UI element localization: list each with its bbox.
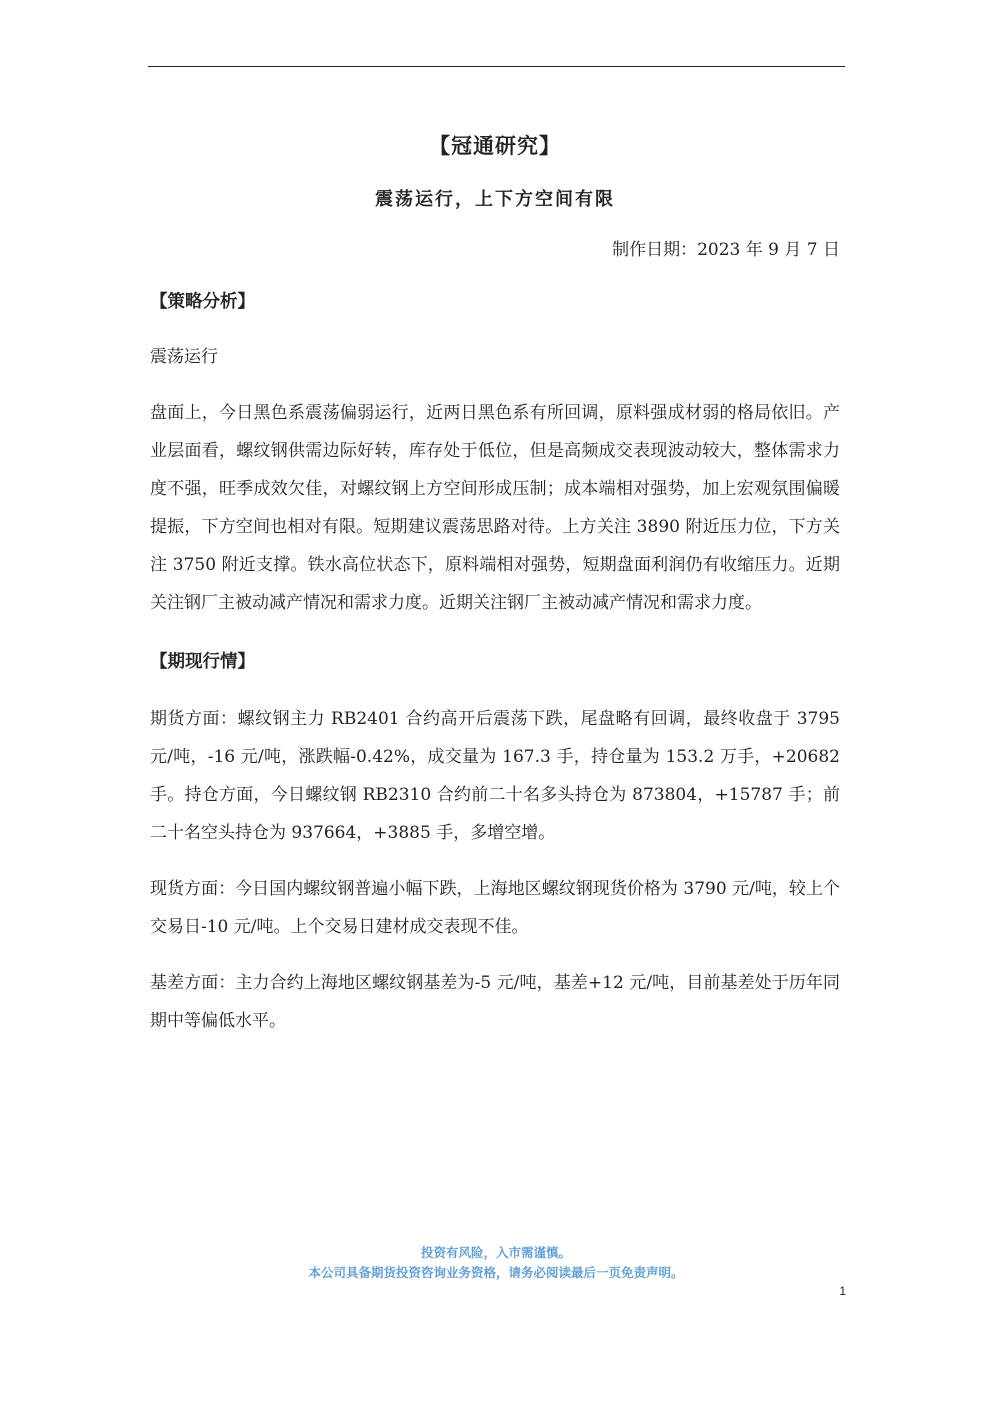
spot-paragraph: 现货方面：今日国内螺纹钢普遍小幅下跌，上海地区螺纹钢现货价格为 3790 元/吨，较上个交易日-10 元/吨。上个交易日建材成交表现不佳。 [150, 879, 840, 937]
page-number: 1 [839, 1284, 846, 1298]
strategy-body: 盘面上，今日黑色系震荡偏弱运行，近两日黑色系有所回调，原料强成材弱的格局依旧。产业层面看，螺纹钢供需边际好转，库存处于低位，但是高频成交表现波动较大，整体需求力度不强，旺季成效欠佳，对螺纹钢上方空间形成压制；成本端相对强势，加上宏观氛围偏暖提振，下方空间也相对有限。短期建议震荡思路对待。上方关注 3890 附近压力位，下方关注 3750 附近支撑。铁水高位状态下，原料端相对强势，短期盘面利润仍有收缩压力。近期关注钢厂主被动减产情况和需求力度。近期关注钢厂主被动减产情况和需求力度。 [150, 403, 840, 613]
disclaimer-notice: 本公司具备期货投资咨询业务资格，请务必阅读最后一页免责声明。 [308, 1265, 684, 1280]
report-date: 制作日期：2023 年 9 月 7 日 [612, 240, 840, 260]
report-subtitle: 震荡运行，上下方空间有限 [375, 189, 615, 210]
market-heading: 【期现行情】 [150, 652, 255, 672]
strategy-heading: 【策略分析】 [150, 292, 255, 312]
header-rule [148, 66, 845, 67]
strategy-summary: 震荡运行 [150, 347, 218, 367]
document-body [150, 128, 840, 1040]
futures-paragraph: 期货方面：螺纹钢主力 RB2401 合约高开后震荡下跌，尾盘略有回调，最终收盘于 3795 元/吨，-16 元/吨，涨跌幅-0.42%，成交量为 167.3 手，持仓量为 153.2 万手，+20682 手。持仓方面，今日螺纹钢 RB2310 合约前二十名多头持仓为 873804，+15787 手；前二十名空头持仓为 937664，+3885 手，多增空增。 [150, 709, 840, 843]
risk-notice: 投资有风险，入市需谨慎。 [420, 1245, 571, 1260]
basis-paragraph: 基差方面：主力合约上海地区螺纹钢基差为-5 元/吨，基差+12 元/吨，目前基差处于历年同期中等偏低水平。 [150, 973, 840, 1031]
report-title: 【冠通研究】 [429, 133, 561, 158]
